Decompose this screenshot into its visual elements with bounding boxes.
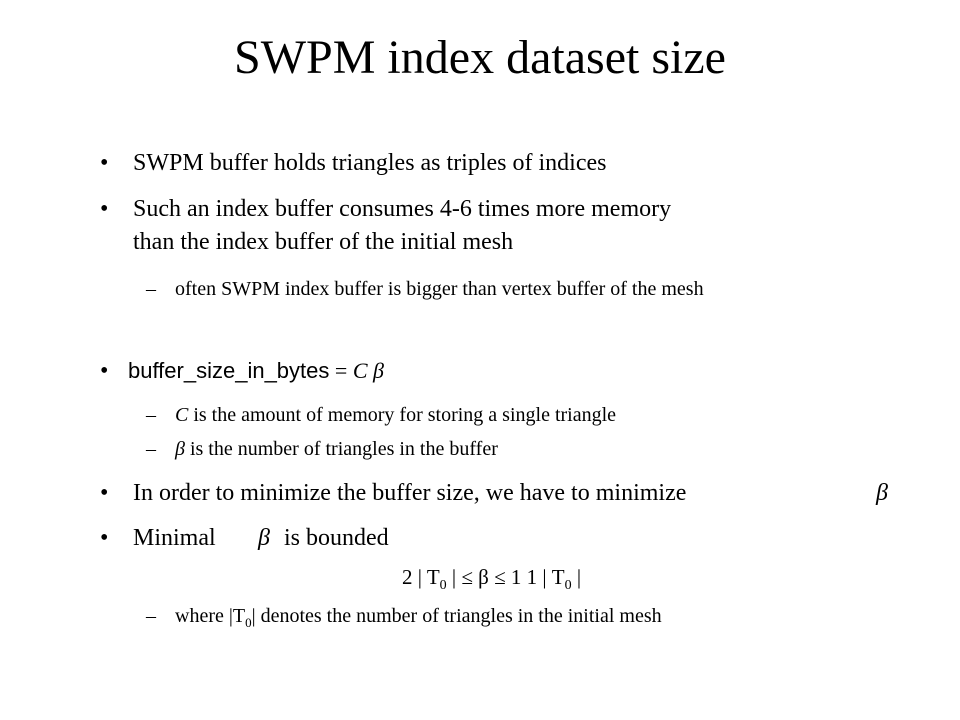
formula-c: C bbox=[352, 358, 368, 383]
bullet-text: SWPM buffer holds triangles as triples of indices bbox=[133, 150, 607, 176]
beta-symbol: β bbox=[258, 525, 270, 551]
bullet-marker: • bbox=[100, 196, 109, 222]
sub-bullet-dash: – bbox=[146, 438, 156, 460]
formula-equals: = bbox=[334, 358, 348, 383]
sub-beta-text: is the number of triangles in the buffer bbox=[184, 438, 498, 460]
sub-c-text: is the amount of memory for storing a single triangle bbox=[188, 404, 617, 426]
sub-bullet-dash: – bbox=[146, 278, 156, 300]
sub-bullet-c bbox=[175, 404, 616, 427]
bullet-marker: • bbox=[100, 150, 109, 176]
bound-formula bbox=[402, 565, 581, 594]
bound-part: | ≤ β ≤ 1 1 | T bbox=[446, 565, 565, 589]
formula-lhs: buffer_size_in_bytes bbox=[128, 358, 330, 383]
sub-bullet-dash: – bbox=[146, 404, 156, 426]
bound-part: 2 | T bbox=[402, 565, 440, 589]
bullet-marker: • bbox=[100, 480, 109, 506]
buffer-size-formula bbox=[128, 358, 384, 384]
bound-sub: 0 bbox=[564, 578, 572, 594]
var-beta: β bbox=[175, 438, 185, 460]
bullet-text: In order to minimize the buffer size, we have to minimize bbox=[133, 480, 687, 506]
bullet-text-continuation: than the index buffer of the initial mesh bbox=[133, 229, 514, 255]
bullet-marker: • bbox=[100, 525, 109, 551]
beta-symbol: β bbox=[876, 480, 888, 506]
sub-bullet-dash: – bbox=[146, 605, 156, 627]
slide-title: SWPM index dataset size bbox=[234, 31, 726, 84]
where-post: | denotes the number of triangles in the initial mesh bbox=[251, 605, 662, 627]
sub-bullet-where bbox=[175, 605, 662, 631]
sub-bullet-beta bbox=[175, 438, 498, 461]
where-sub: 0 bbox=[245, 615, 252, 630]
bound-sub: 0 bbox=[439, 578, 447, 594]
bullet-marker: • bbox=[100, 358, 109, 384]
formula-beta: β bbox=[373, 358, 384, 383]
sub-bullet-text: often SWPM index buffer is bigger than vertex buffer of the mesh bbox=[175, 278, 704, 300]
bullet-text-bounded: is bounded bbox=[284, 525, 389, 551]
var-c: C bbox=[175, 404, 189, 426]
where-pre: where |T bbox=[175, 605, 246, 627]
bullet-text-minimal: Minimal bbox=[133, 525, 216, 551]
bound-part: | bbox=[571, 565, 582, 589]
bullet-text: Such an index buffer consumes 4-6 times more memory bbox=[133, 196, 672, 222]
